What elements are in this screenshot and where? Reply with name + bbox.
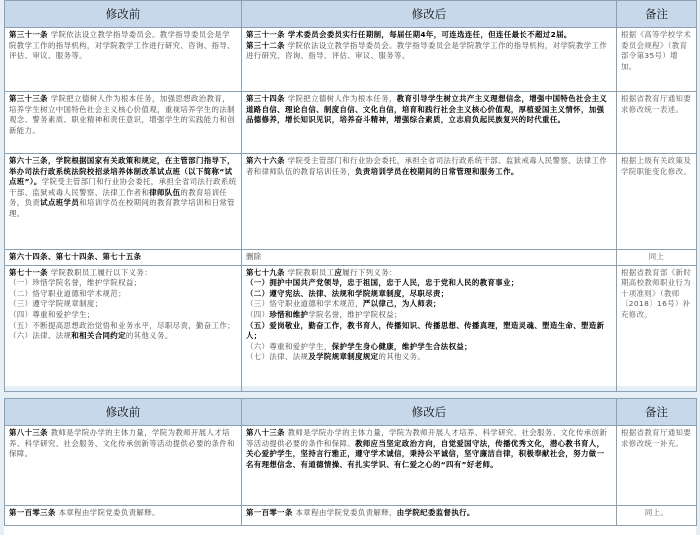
clause-paragraph (9, 94, 237, 136)
clause-paragraph (9, 508, 237, 519)
bold-run: （一）拥护中国共产党领导，忠于祖国，忠于人民，忠于党和人民的教育事业； (246, 278, 519, 288)
cell-after (242, 92, 617, 154)
text-run: （七）法律、法规 (246, 352, 309, 362)
clause-paragraph (246, 508, 612, 519)
bold-run: 应 (334, 267, 343, 277)
bold-run: 第三十二条 (246, 40, 285, 50)
bold-run: 第三十三条 (9, 94, 48, 103)
clause-paragraph (9, 30, 237, 62)
text-run: （二）恪守职业道德和学术规范； (9, 288, 126, 298)
table-row (5, 265, 697, 391)
clause-paragraph (9, 252, 237, 263)
bold-run: 律师队伍 (149, 187, 181, 197)
text-run: （四）尊重和爱护学生； (9, 309, 95, 319)
bold-run: 第八十三条 (9, 428, 48, 437)
clause-paragraph (246, 252, 612, 263)
cell-after (242, 28, 617, 92)
bold-run: 试点班学员 (40, 198, 80, 208)
clause-paragraph (9, 428, 237, 460)
bold-run: （二）遵守宪法、法律、法规和学院规章制度，尽职尽责； (246, 288, 449, 298)
text-run: 学院教职员工 (284, 267, 335, 277)
cell-before (5, 265, 242, 391)
bold-run: 第六十三条，学院根据国家有关政策和规定，在主管部门指导下，举办司法行政系统法院校招录培养体制改革试点班（以下简称“试点班”）。 (9, 156, 235, 187)
cell-note: 根据省教育厅通知要求修改统一表述。 (617, 92, 697, 154)
clause-paragraph (246, 321, 612, 342)
bold-run: 教育引导学生树立共产主义理想信念，增强中国特色社会主义道路自信、理论自信、制度自信、文化自信，培育和践行社会主义核心价值观，厚植爱国主义情怀，加强品德修养，增长知识见识，培养奋斗精神，增强综合素质，立志肩负起民族复兴的时代重任。 (246, 94, 608, 125)
cell-after (242, 426, 617, 506)
bold-run: 严以律己，为人师表； (362, 299, 441, 309)
header-after: 修改后 (242, 399, 617, 426)
clause-paragraph (9, 331, 237, 342)
header-before: 修改前 (5, 399, 242, 426)
table-row (5, 426, 697, 506)
text-run: 学院受主管部门和行业协会委托，承担全省司法行政系统干部、监狱戒毒人民警察、法律工作者和 (9, 177, 237, 197)
cell-note: 根据省教育部《新时期高校教师职业行为十项准则》（教师〔2018〕16号）补充修改。 (617, 265, 697, 391)
cell-before (5, 28, 242, 92)
bold-run: 珍惜和维护 (269, 309, 309, 319)
cell-note: 同上。 (617, 506, 697, 526)
text-run: 删除 (246, 252, 262, 261)
text-run: （六）尊重和爱护学生， (246, 341, 332, 351)
clause-paragraph (246, 342, 612, 353)
bold-run: 教师应当坚定政治方向，自觉爱国守法，传播优秀文化，潜心教书育人，关心爱护学生，坚持言行雅正，遵守学术诚信，秉持公平诚信，坚守廉洁自律，积极奉献社会，努力做一名有理想信念、有道德情操、有扎实学识、有仁爱之心的“四有”好老师。 (246, 438, 605, 469)
clause-paragraph (246, 268, 612, 279)
text-run: 教师是学院办学的主体力量，学院为教师开展人才培养、科学研究、社会服务、文化传承创新等活动提供必要的条件和保障。 (246, 428, 608, 448)
text-run: （三）恪守职业道德和学术规范， (246, 299, 363, 309)
bold-run: 第一百零一条 (246, 508, 293, 517)
cell-after (242, 250, 617, 266)
cell-note: 同上 (617, 250, 697, 266)
text-run: 学院受主管部门和行业协会委托，承担全省司法行政系统干部、监狱戒毒人民警察、法律工作者和律师队伍的教育培训任务， (246, 156, 608, 176)
text-run: （六）法律、法规 (9, 331, 72, 341)
bold-run: 第三十四条 (246, 94, 285, 103)
bold-run: 第八十三条 (246, 428, 285, 437)
clause-paragraph (9, 268, 237, 279)
table-header-row (5, 399, 697, 426)
bold-run: 和相关合同约定 (71, 331, 126, 341)
text-run: 的其他义务。 (378, 352, 426, 362)
table-row (5, 154, 697, 250)
bold-run: （五）爱岗敬业，勤奋工作，教书育人，传播知识、传播思想、传播真理，塑造灵魂、塑造生命、塑造新人； (246, 320, 605, 341)
table-row (5, 92, 697, 154)
header-before: 修改前 (5, 1, 242, 28)
cell-before (5, 250, 242, 266)
clause-paragraph (9, 278, 237, 289)
cell-note: 根据省教育厅通知要求修改统一补充。 (617, 426, 697, 506)
text-run: 本章程由学院党委负责解释。 (55, 508, 160, 517)
text-run: 学院名誉，维护学院权益； (308, 309, 402, 319)
text-run: （五）不断提高思想政治觉悟和业务水平，尽职尽责，勤奋工作； (9, 320, 235, 330)
clause-paragraph (246, 299, 612, 310)
clause-paragraph (9, 321, 237, 332)
table-row (5, 28, 697, 92)
clause-paragraph (9, 310, 237, 321)
text-run: （三）遵守学院规章制度； (9, 299, 103, 309)
bold-run: 第三十一条 (9, 30, 48, 39)
cell-after (242, 265, 617, 391)
clause-paragraph (9, 299, 237, 310)
clause-paragraph (246, 289, 612, 300)
text-run: 本章程由学院党委负责解释， (292, 508, 397, 517)
bold-run: 第六十六条 (246, 156, 285, 165)
amendment-table-page-top (4, 0, 696, 386)
clause-paragraph (246, 278, 612, 289)
bold-run: 保护学生身心健康，维护学生合法权益； (331, 341, 472, 351)
cell-note: 根据《高等学校学术委员会规程》（教育部令第35号）增加。 (617, 28, 697, 92)
bold-run: 负责培训学员在校期间的日常管理和服务工作。 (355, 166, 519, 176)
clause-paragraph (246, 428, 612, 470)
clause-paragraph (246, 94, 612, 126)
bold-run: 第七十九条 (246, 267, 285, 277)
bold-run: 第六十四条、第七十四条、第七十五条 (9, 252, 142, 261)
clause-paragraph (246, 352, 612, 363)
text-run: 学院依法设立教学指导委员会。教学指导委员会是学院教学工作的指导机构，对学院教学工作进行研究、咨询、指导、评估、审议、服务等。 (246, 40, 608, 61)
header-note: 备注 (617, 1, 697, 28)
text-run: 履行下列义务： (342, 267, 397, 277)
clause-paragraph (246, 41, 612, 62)
cell-before (5, 426, 242, 506)
amendment-table-top (4, 0, 697, 392)
clause-paragraph (9, 156, 237, 220)
amendment-table-page-bottom (4, 398, 696, 535)
clause-paragraph (246, 30, 612, 41)
table-row (5, 250, 697, 266)
text-run: 学院把立德树人作为根本任务，加强思想政治教育，培养学生树立中国特色社会主义核心价值观，重视培养学生的法制观念、警务素质、职业精神和责任意识，增强学生的实践能力和创新能力。 (9, 94, 235, 135)
clause-paragraph (9, 289, 237, 300)
bold-run: 及学院规章制度规定 (308, 352, 379, 362)
text-run: 学院教职员工履行以下义务： (47, 267, 152, 277)
cell-note: 根据上级有关政策及学院职能变化修改。 (617, 154, 697, 250)
cell-before (5, 92, 242, 154)
text-run: 和培训学员在校期间的教育教学培训和日常管理。 (9, 198, 235, 218)
header-note: 备注 (617, 399, 697, 426)
text-run: 的教育培训任务，负责 (9, 187, 228, 208)
cell-before (5, 154, 242, 250)
text-run: 学院把立德树人作为根本任务， (284, 94, 397, 103)
table-header-row (5, 1, 697, 28)
text-run: 的其他义务。 (125, 331, 173, 341)
text-run: （四） (246, 309, 270, 319)
table-row (5, 506, 697, 526)
text-run: 教师是学院办学的主体力量，学院为教师开展人才培养、科学研究、社会服务、文化传承创新等活动提供必要的条件和保障。 (9, 428, 235, 459)
clause-paragraph (246, 156, 612, 177)
bold-run: 第七十一条 (9, 267, 48, 277)
amendment-table-bottom (4, 398, 697, 526)
cell-after (242, 506, 617, 526)
header-after: 修改后 (242, 1, 617, 28)
bold-run: 由学院纪委监督执行。 (396, 508, 475, 517)
cell-after (242, 154, 617, 250)
clause-paragraph (246, 310, 612, 321)
bold-run: 第一百零三条 (9, 508, 56, 517)
cell-before (5, 506, 242, 526)
bold-run: 第三十一条 学术委员会委员实行任期制，每届任期4年，可连选连任，但连任最长不超过2届。 (246, 30, 572, 39)
text-run: 学院依法设立教学指导委员会。教学指导委员会是学院教学工作的指导机构，对学院教学工作进行研究、咨询、指导、评估、审议、服务等。 (9, 30, 235, 61)
text-run: （一）珍惜学院名誉，维护学院权益； (9, 278, 142, 288)
